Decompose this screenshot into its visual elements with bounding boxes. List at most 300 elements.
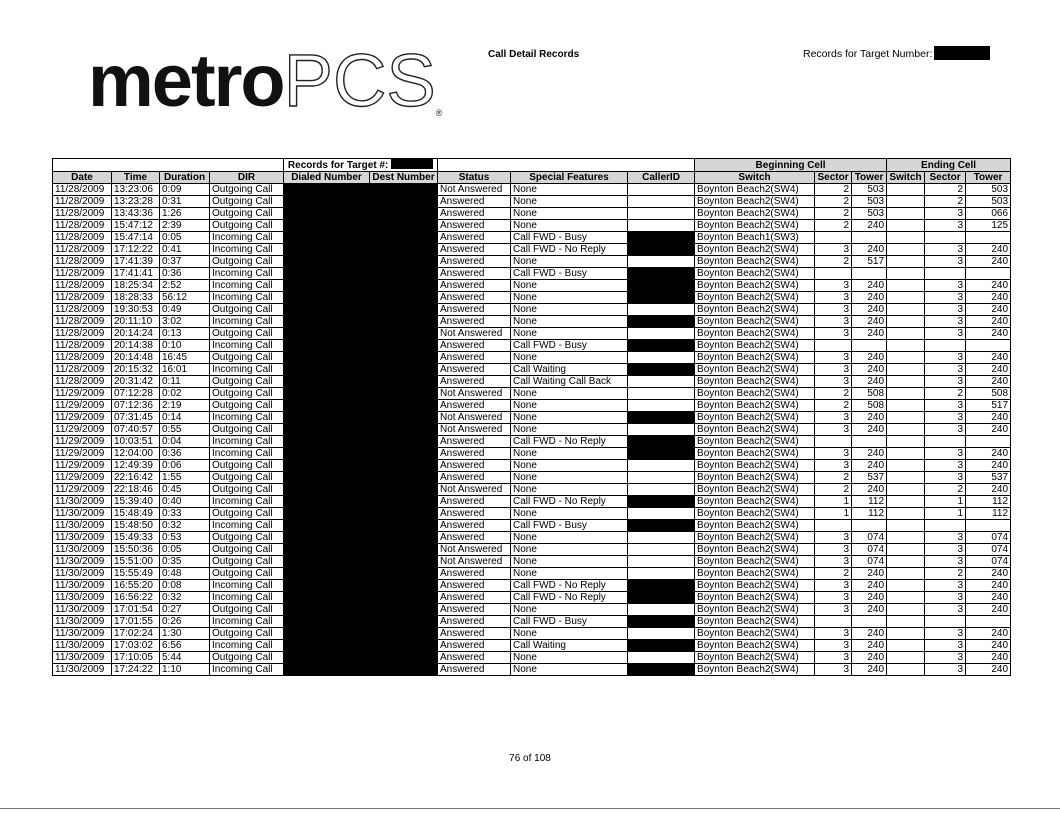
cell-caller-id bbox=[628, 568, 695, 580]
cell-duration: 16:45 bbox=[160, 352, 210, 364]
cell-begin-switch: Boynton Beach2(SW4) bbox=[695, 244, 815, 256]
redacted-dest-number bbox=[370, 568, 438, 580]
cell-dir: Incoming Call bbox=[210, 280, 284, 292]
cell-begin-tower: 240 bbox=[852, 220, 887, 232]
cell-begin-switch: Boynton Beach2(SW4) bbox=[695, 640, 815, 652]
table-row bbox=[53, 592, 1011, 604]
cell-dir: Incoming Call bbox=[210, 520, 284, 532]
col-header-dir: DIR bbox=[210, 172, 284, 184]
table-row bbox=[53, 232, 1011, 244]
cell-time: 18:25:34 bbox=[112, 280, 160, 292]
cell-end-tower: 125 bbox=[966, 220, 1011, 232]
cell-time: 17:12:22 bbox=[112, 244, 160, 256]
cell-special-features: None bbox=[511, 184, 628, 196]
cell-time: 15:47:12 bbox=[112, 220, 160, 232]
redacted-dialed-number bbox=[284, 580, 370, 592]
cell-begin-switch: Boynton Beach2(SW4) bbox=[695, 496, 815, 508]
cell-date: 11/29/2009 bbox=[53, 472, 112, 484]
cell-end-tower: 537 bbox=[966, 472, 1011, 484]
redacted-dest-number bbox=[370, 400, 438, 412]
cell-time: 07:12:28 bbox=[112, 388, 160, 400]
redacted-dialed-number bbox=[284, 364, 370, 376]
cell-end-switch bbox=[887, 412, 925, 424]
cell-status: Answered bbox=[438, 652, 511, 664]
cell-caller-id bbox=[628, 424, 695, 436]
cell-special-features: None bbox=[511, 400, 628, 412]
cell-end-tower: 517 bbox=[966, 400, 1011, 412]
cell-end-tower: 240 bbox=[966, 364, 1011, 376]
redacted-dialed-number bbox=[284, 316, 370, 328]
cell-begin-sector bbox=[815, 436, 852, 448]
redacted-dialed-number bbox=[284, 520, 370, 532]
cell-status: Answered bbox=[438, 508, 511, 520]
cell-time: 17:03:02 bbox=[112, 640, 160, 652]
cell-time: 15:48:49 bbox=[112, 508, 160, 520]
redacted-caller-id bbox=[628, 640, 695, 652]
cell-special-features: Call FWD - Busy bbox=[511, 268, 628, 280]
target-number-label: Records for Target Number: bbox=[803, 48, 933, 60]
cell-duration: 0:05 bbox=[160, 544, 210, 556]
redacted-dest-number bbox=[370, 220, 438, 232]
cell-special-features: None bbox=[511, 412, 628, 424]
cell-begin-tower: 508 bbox=[852, 400, 887, 412]
cell-duration: 56:12 bbox=[160, 292, 210, 304]
cell-date: 11/28/2009 bbox=[53, 196, 112, 208]
cell-begin-tower: 240 bbox=[852, 304, 887, 316]
redacted-caller-id bbox=[628, 580, 695, 592]
cell-end-tower: 503 bbox=[966, 184, 1011, 196]
cell-time: 20:31:42 bbox=[112, 376, 160, 388]
redacted-dialed-number bbox=[284, 244, 370, 256]
cell-status: Answered bbox=[438, 340, 511, 352]
cell-begin-tower: 112 bbox=[852, 496, 887, 508]
cell-end-tower bbox=[966, 268, 1011, 280]
cell-status: Answered bbox=[438, 316, 511, 328]
redacted-dialed-number bbox=[284, 208, 370, 220]
cell-end-switch bbox=[887, 328, 925, 340]
cell-dir: Outgoing Call bbox=[210, 256, 284, 268]
cell-dir: Outgoing Call bbox=[210, 196, 284, 208]
cell-time: 13:43:36 bbox=[112, 208, 160, 220]
cell-begin-switch: Boynton Beach2(SW4) bbox=[695, 616, 815, 628]
cell-duration: 0:05 bbox=[160, 232, 210, 244]
col-header-duration: Duration bbox=[160, 172, 210, 184]
col-header-dialed-number: Dialed Number bbox=[284, 172, 370, 184]
cell-end-switch bbox=[887, 520, 925, 532]
target-number-header bbox=[803, 46, 990, 60]
cell-begin-switch: Boynton Beach2(SW4) bbox=[695, 472, 815, 484]
cell-end-sector bbox=[925, 436, 966, 448]
cell-time: 10:03:51 bbox=[112, 436, 160, 448]
redacted-dest-number bbox=[370, 352, 438, 364]
cell-date: 11/29/2009 bbox=[53, 484, 112, 496]
cell-dir: Incoming Call bbox=[210, 448, 284, 460]
redacted-dialed-number bbox=[284, 424, 370, 436]
cell-caller-id bbox=[628, 220, 695, 232]
column-header-row bbox=[53, 172, 1011, 184]
cell-end-tower: 240 bbox=[966, 460, 1011, 472]
cell-begin-tower: 240 bbox=[852, 580, 887, 592]
cell-special-features: None bbox=[511, 292, 628, 304]
cell-time: 20:15:32 bbox=[112, 364, 160, 376]
cell-dir: Outgoing Call bbox=[210, 328, 284, 340]
cell-begin-sector: 3 bbox=[815, 376, 852, 388]
cell-begin-tower: 074 bbox=[852, 532, 887, 544]
table-row bbox=[53, 268, 1011, 280]
cell-end-sector: 3 bbox=[925, 352, 966, 364]
cell-special-features: Call FWD - Busy bbox=[511, 520, 628, 532]
cell-dir: Outgoing Call bbox=[210, 184, 284, 196]
cell-begin-tower: 240 bbox=[852, 316, 887, 328]
cell-dir: Incoming Call bbox=[210, 496, 284, 508]
cell-begin-sector bbox=[815, 520, 852, 532]
cell-duration: 0:48 bbox=[160, 568, 210, 580]
cell-special-features: Call Waiting Call Back bbox=[511, 376, 628, 388]
cell-begin-sector: 3 bbox=[815, 412, 852, 424]
cell-dir: Outgoing Call bbox=[210, 388, 284, 400]
cell-end-switch bbox=[887, 208, 925, 220]
col-header-begin-switch: Switch bbox=[695, 172, 815, 184]
cell-status: Answered bbox=[438, 628, 511, 640]
cell-status: Answered bbox=[438, 448, 511, 460]
cell-time: 17:41:41 bbox=[112, 268, 160, 280]
cell-begin-sector: 3 bbox=[815, 364, 852, 376]
cell-time: 07:31:45 bbox=[112, 412, 160, 424]
cell-begin-switch: Boynton Beach2(SW4) bbox=[695, 184, 815, 196]
cell-begin-tower: 240 bbox=[852, 364, 887, 376]
cell-end-switch bbox=[887, 340, 925, 352]
cell-begin-sector: 3 bbox=[815, 556, 852, 568]
cell-end-sector: 3 bbox=[925, 364, 966, 376]
cell-end-sector bbox=[925, 340, 966, 352]
cell-end-tower: 240 bbox=[966, 280, 1011, 292]
redacted-dialed-number bbox=[284, 328, 370, 340]
cell-begin-switch: Boynton Beach2(SW4) bbox=[695, 292, 815, 304]
cell-dir: Outgoing Call bbox=[210, 424, 284, 436]
cell-end-tower: 508 bbox=[966, 388, 1011, 400]
cell-begin-switch: Boynton Beach2(SW4) bbox=[695, 220, 815, 232]
cell-end-switch bbox=[887, 244, 925, 256]
cell-status: Answered bbox=[438, 364, 511, 376]
cell-dir: Incoming Call bbox=[210, 292, 284, 304]
table-row bbox=[53, 508, 1011, 520]
cell-begin-switch: Boynton Beach2(SW4) bbox=[695, 388, 815, 400]
cell-begin-tower: 508 bbox=[852, 388, 887, 400]
table-row bbox=[53, 304, 1011, 316]
cell-dir: Outgoing Call bbox=[210, 532, 284, 544]
cell-status: Not Answered bbox=[438, 424, 511, 436]
cell-end-sector: 3 bbox=[925, 328, 966, 340]
cell-begin-tower: 240 bbox=[852, 412, 887, 424]
table-row bbox=[53, 184, 1011, 196]
redacted-dest-number bbox=[370, 448, 438, 460]
cell-special-features: None bbox=[511, 304, 628, 316]
cell-caller-id bbox=[628, 508, 695, 520]
cell-caller-id bbox=[628, 400, 695, 412]
cell-time: 20:14:38 bbox=[112, 340, 160, 352]
cell-begin-sector: 3 bbox=[815, 328, 852, 340]
redacted-dest-number bbox=[370, 532, 438, 544]
cell-begin-sector: 3 bbox=[815, 640, 852, 652]
cell-special-features: Call FWD - No Reply bbox=[511, 496, 628, 508]
cell-special-features: Call Waiting bbox=[511, 640, 628, 652]
cell-date: 11/30/2009 bbox=[53, 652, 112, 664]
cdr-table-body bbox=[53, 184, 1011, 676]
redacted-dest-number bbox=[370, 316, 438, 328]
redacted-target-number bbox=[934, 46, 990, 60]
cell-time: 13:23:28 bbox=[112, 196, 160, 208]
redacted-dialed-number bbox=[284, 340, 370, 352]
col-header-end-tower: Tower bbox=[966, 172, 1011, 184]
cell-end-sector: 3 bbox=[925, 256, 966, 268]
cell-date: 11/30/2009 bbox=[53, 640, 112, 652]
cell-duration: 0:32 bbox=[160, 520, 210, 532]
cell-begin-switch: Boynton Beach2(SW4) bbox=[695, 520, 815, 532]
table-row bbox=[53, 316, 1011, 328]
cell-caller-id bbox=[628, 544, 695, 556]
cell-end-sector: 3 bbox=[925, 580, 966, 592]
cell-dir: Outgoing Call bbox=[210, 472, 284, 484]
cell-date: 11/28/2009 bbox=[53, 256, 112, 268]
cell-status: Answered bbox=[438, 196, 511, 208]
cell-duration: 0:53 bbox=[160, 532, 210, 544]
cell-dir: Outgoing Call bbox=[210, 544, 284, 556]
cell-duration: 16:01 bbox=[160, 364, 210, 376]
cell-status: Answered bbox=[438, 220, 511, 232]
cell-end-tower: 240 bbox=[966, 244, 1011, 256]
cell-begin-sector bbox=[815, 232, 852, 244]
cell-begin-switch: Boynton Beach2(SW4) bbox=[695, 508, 815, 520]
col-header-end-sector: Sector bbox=[925, 172, 966, 184]
cell-caller-id bbox=[628, 304, 695, 316]
cell-begin-tower: 240 bbox=[852, 568, 887, 580]
redacted-caller-id bbox=[628, 316, 695, 328]
cell-duration: 0:41 bbox=[160, 244, 210, 256]
cell-special-features: None bbox=[511, 220, 628, 232]
cell-begin-sector bbox=[815, 616, 852, 628]
cell-begin-switch: Boynton Beach1(SW3) bbox=[695, 232, 815, 244]
cell-end-sector: 3 bbox=[925, 640, 966, 652]
cell-end-sector: 3 bbox=[925, 460, 966, 472]
table-row bbox=[53, 280, 1011, 292]
cell-begin-switch: Boynton Beach2(SW4) bbox=[695, 436, 815, 448]
table-row bbox=[53, 664, 1011, 676]
cell-date: 11/30/2009 bbox=[53, 628, 112, 640]
cell-dir: Incoming Call bbox=[210, 592, 284, 604]
cell-special-features: None bbox=[511, 508, 628, 520]
cell-begin-tower: 240 bbox=[852, 484, 887, 496]
redacted-dest-number bbox=[370, 340, 438, 352]
cell-end-tower: 240 bbox=[966, 316, 1011, 328]
cell-caller-id bbox=[628, 484, 695, 496]
cell-special-features: None bbox=[511, 484, 628, 496]
cell-time: 22:16:42 bbox=[112, 472, 160, 484]
table-row bbox=[53, 544, 1011, 556]
cell-end-switch bbox=[887, 628, 925, 640]
cell-end-switch bbox=[887, 532, 925, 544]
cell-special-features: None bbox=[511, 532, 628, 544]
cell-end-tower: 240 bbox=[966, 292, 1011, 304]
cell-status: Answered bbox=[438, 244, 511, 256]
cell-time: 12:49:39 bbox=[112, 460, 160, 472]
logo-bold-text: metro bbox=[88, 39, 284, 122]
cell-end-switch bbox=[887, 232, 925, 244]
cell-end-tower: 240 bbox=[966, 640, 1011, 652]
cell-end-switch bbox=[887, 424, 925, 436]
table-row bbox=[53, 208, 1011, 220]
table-row bbox=[53, 628, 1011, 640]
cell-end-tower: 240 bbox=[966, 352, 1011, 364]
cell-end-sector: 3 bbox=[925, 292, 966, 304]
redacted-dialed-number bbox=[284, 220, 370, 232]
cell-end-switch bbox=[887, 268, 925, 280]
redacted-dialed-number bbox=[284, 460, 370, 472]
cell-time: 17:01:54 bbox=[112, 604, 160, 616]
cell-caller-id bbox=[628, 628, 695, 640]
col-header-dest-number: Dest Number bbox=[370, 172, 438, 184]
cell-begin-switch: Boynton Beach2(SW4) bbox=[695, 208, 815, 220]
cell-dir: Outgoing Call bbox=[210, 376, 284, 388]
cell-duration: 0:45 bbox=[160, 484, 210, 496]
table-row bbox=[53, 532, 1011, 544]
cell-end-tower bbox=[966, 616, 1011, 628]
cell-status: Answered bbox=[438, 496, 511, 508]
cell-begin-sector bbox=[815, 340, 852, 352]
table-row bbox=[53, 580, 1011, 592]
call-detail-table bbox=[52, 158, 1011, 676]
cell-dir: Outgoing Call bbox=[210, 628, 284, 640]
cell-begin-sector: 3 bbox=[815, 664, 852, 676]
cell-begin-switch: Boynton Beach2(SW4) bbox=[695, 352, 815, 364]
cell-special-features: Call Waiting bbox=[511, 364, 628, 376]
cell-special-features: None bbox=[511, 448, 628, 460]
cell-time: 20:14:24 bbox=[112, 328, 160, 340]
cell-begin-switch: Boynton Beach2(SW4) bbox=[695, 664, 815, 676]
cell-duration: 0:27 bbox=[160, 604, 210, 616]
redacted-dest-number bbox=[370, 304, 438, 316]
cell-date: 11/28/2009 bbox=[53, 328, 112, 340]
col-header-special-features: Special Features bbox=[511, 172, 628, 184]
cell-end-sector: 2 bbox=[925, 388, 966, 400]
table-row bbox=[53, 424, 1011, 436]
cell-begin-tower bbox=[852, 616, 887, 628]
table-row bbox=[53, 292, 1011, 304]
cell-date: 11/28/2009 bbox=[53, 280, 112, 292]
cell-begin-tower: 074 bbox=[852, 544, 887, 556]
cell-special-features: None bbox=[511, 472, 628, 484]
cell-end-sector: 2 bbox=[925, 568, 966, 580]
redacted-dialed-number bbox=[284, 652, 370, 664]
table-row bbox=[53, 376, 1011, 388]
redacted-dialed-number bbox=[284, 232, 370, 244]
cell-time: 17:24:22 bbox=[112, 664, 160, 676]
cell-begin-sector: 2 bbox=[815, 484, 852, 496]
table-row bbox=[53, 640, 1011, 652]
cell-end-tower: 240 bbox=[966, 628, 1011, 640]
cell-begin-sector: 3 bbox=[815, 604, 852, 616]
cell-begin-tower: 240 bbox=[852, 424, 887, 436]
redacted-caller-id bbox=[628, 520, 695, 532]
beginning-cell-header: Beginning Cell bbox=[695, 159, 887, 172]
cell-end-tower bbox=[966, 520, 1011, 532]
redacted-caller-id bbox=[628, 364, 695, 376]
cell-date: 11/28/2009 bbox=[53, 292, 112, 304]
cell-begin-tower bbox=[852, 232, 887, 244]
redacted-dialed-number bbox=[284, 268, 370, 280]
cell-begin-switch: Boynton Beach2(SW4) bbox=[695, 376, 815, 388]
cell-dir: Outgoing Call bbox=[210, 508, 284, 520]
cell-special-features: Call FWD - Busy bbox=[511, 232, 628, 244]
cell-duration: 0:08 bbox=[160, 580, 210, 592]
cell-end-switch bbox=[887, 400, 925, 412]
cell-status: Not Answered bbox=[438, 184, 511, 196]
redacted-dialed-number bbox=[284, 496, 370, 508]
cell-begin-sector: 3 bbox=[815, 280, 852, 292]
cell-status: Not Answered bbox=[438, 484, 511, 496]
cell-special-features: None bbox=[511, 196, 628, 208]
cell-end-sector: 3 bbox=[925, 592, 966, 604]
cell-begin-sector: 3 bbox=[815, 460, 852, 472]
cell-dir: Outgoing Call bbox=[210, 556, 284, 568]
cell-caller-id bbox=[628, 328, 695, 340]
cell-duration: 0:37 bbox=[160, 256, 210, 268]
redacted-dest-number bbox=[370, 508, 438, 520]
cell-end-sector: 3 bbox=[925, 424, 966, 436]
cell-date: 11/30/2009 bbox=[53, 592, 112, 604]
cell-end-tower: 240 bbox=[966, 484, 1011, 496]
cell-duration: 0:14 bbox=[160, 412, 210, 424]
cell-time: 15:39:40 bbox=[112, 496, 160, 508]
cell-end-sector: 3 bbox=[925, 472, 966, 484]
redacted-target-block bbox=[391, 159, 433, 169]
cell-status: Answered bbox=[438, 568, 511, 580]
redacted-caller-id bbox=[628, 244, 695, 256]
cell-special-features: None bbox=[511, 388, 628, 400]
redacted-dialed-number bbox=[284, 640, 370, 652]
cell-time: 17:10:05 bbox=[112, 652, 160, 664]
cell-status: Answered bbox=[438, 352, 511, 364]
cell-end-tower: 240 bbox=[966, 376, 1011, 388]
cell-end-sector: 3 bbox=[925, 448, 966, 460]
redacted-dialed-number bbox=[284, 556, 370, 568]
redacted-caller-id bbox=[628, 616, 695, 628]
cell-begin-sector: 2 bbox=[815, 568, 852, 580]
cell-begin-tower: 537 bbox=[852, 472, 887, 484]
cell-time: 15:49:33 bbox=[112, 532, 160, 544]
cell-status: Answered bbox=[438, 232, 511, 244]
redacted-dest-number bbox=[370, 184, 438, 196]
cell-begin-sector: 3 bbox=[815, 532, 852, 544]
col-header-time: Time bbox=[112, 172, 160, 184]
cell-end-sector: 3 bbox=[925, 628, 966, 640]
cell-end-tower bbox=[966, 436, 1011, 448]
cell-date: 11/28/2009 bbox=[53, 352, 112, 364]
cell-end-sector: 3 bbox=[925, 280, 966, 292]
cell-date: 11/28/2009 bbox=[53, 376, 112, 388]
cell-date: 11/30/2009 bbox=[53, 568, 112, 580]
cell-begin-tower: 503 bbox=[852, 196, 887, 208]
cell-end-switch bbox=[887, 352, 925, 364]
cell-begin-tower bbox=[852, 340, 887, 352]
cell-special-features: None bbox=[511, 604, 628, 616]
cell-dir: Outgoing Call bbox=[210, 568, 284, 580]
cell-end-tower: 240 bbox=[966, 592, 1011, 604]
cell-begin-switch: Boynton Beach2(SW4) bbox=[695, 652, 815, 664]
cell-special-features: Call FWD - Busy bbox=[511, 340, 628, 352]
cell-caller-id bbox=[628, 652, 695, 664]
cell-date: 11/28/2009 bbox=[53, 208, 112, 220]
cell-end-switch bbox=[887, 316, 925, 328]
